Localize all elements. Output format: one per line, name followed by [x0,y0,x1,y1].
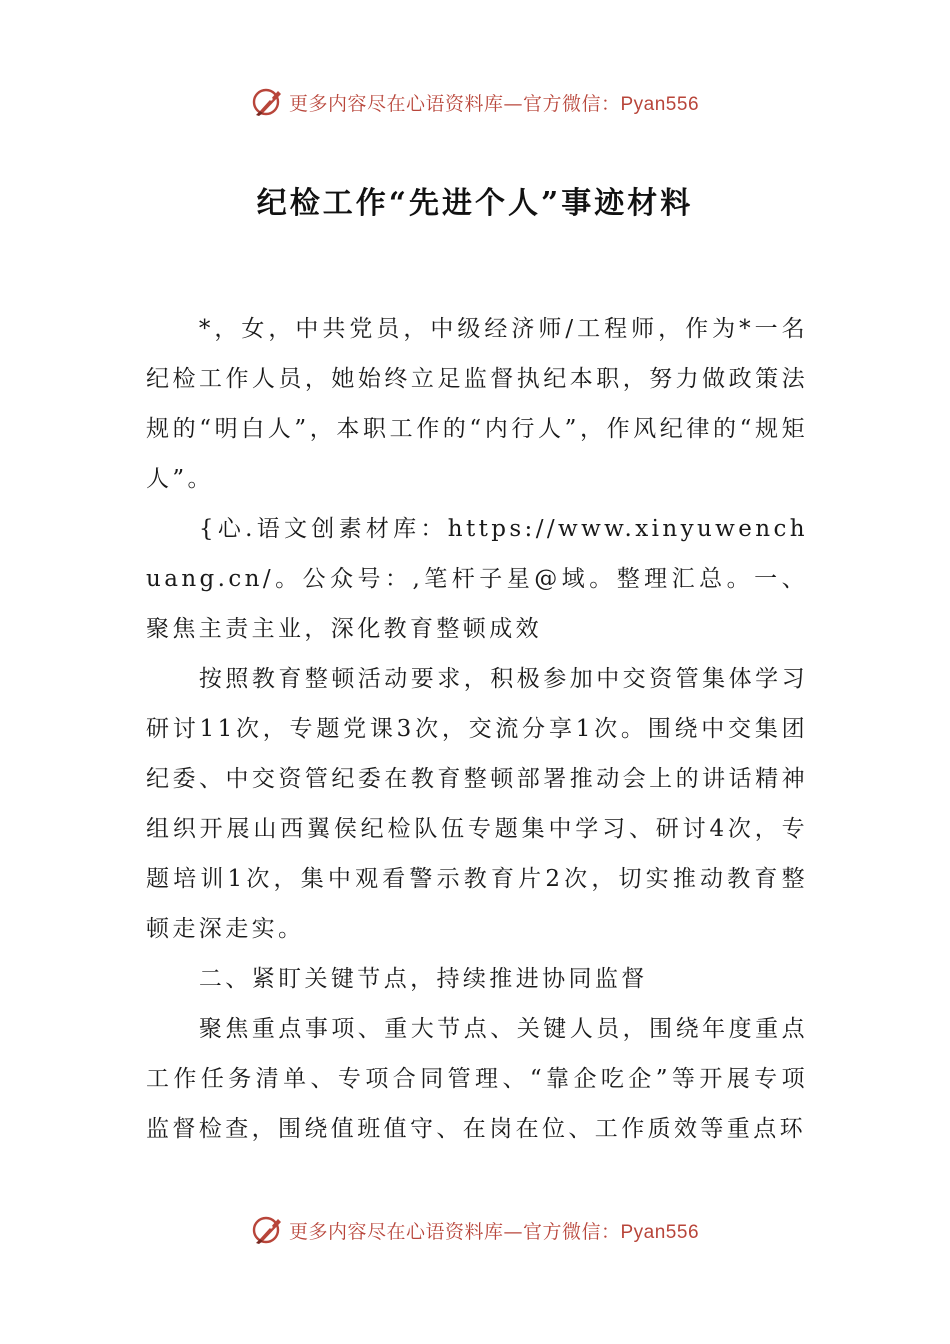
header-separator: — [503,92,523,115]
paragraph-education: 按照教育整顿活动要求，积极参加中交资管集体学习研讨11次，专题党课3次，交流分享1次。围绕中交集团纪委、中交资管纪委在教育整顿部署推动会上的讲话精神组织开展山西翼侯纪检队伍专题集中学习、研讨4次，专题培训1次，集中观看警示教育片2次，切实推动教育整顿走深走实。 [146,666,808,942]
footer-official-text: 官方微信： [522,1220,621,1243]
header-official-text: 官方微信： [522,92,621,115]
footer-separator: — [503,1220,523,1243]
header-banner [0,80,950,124]
pen-nib-logo-icon [251,85,285,119]
header-text [289,89,699,116]
pen-nib-logo-icon [251,1213,285,1247]
paragraph-source-and-heading-1: {心.语文创素材库：https://www.xinyuwenchuang.cn/。公众号：,笔杆子星@域。整理汇总。一、聚焦主责主业，深化教育整顿成效 [146,516,808,642]
header-wechat-id: Pyan556 [620,93,700,115]
footer-site-text: 更多内容尽在心语资料库 [288,1220,504,1243]
paragraph-intro: *，女，中共党员，中级经济师/工程师，作为*一名纪检工作人员，她始终立足监督执纪本职，努力做政策法规的“明白人”，本职工作的“内行人”，作风纪律的“规矩人”。 [146,316,808,492]
document-body [146,304,808,1154]
paragraph-supervision: 聚焦重点事项、重大节点、关键人员，围绕年度重点工作任务清单、专项合同管理、“靠企吃企”等开展专项监督检查，围绕值班值守、在岗在位、工作质效等重点环 [146,1016,808,1142]
footer-banner [0,1208,950,1252]
header-site-text: 更多内容尽在心语资料库 [288,92,504,115]
footer-text [289,1217,699,1244]
section-heading-2: 二、紧盯关键节点，持续推进协同监督 [198,966,648,992]
footer-wechat-id: Pyan556 [620,1221,700,1243]
document-title: 纪检工作“先进个人”事迹材料 [256,186,694,221]
